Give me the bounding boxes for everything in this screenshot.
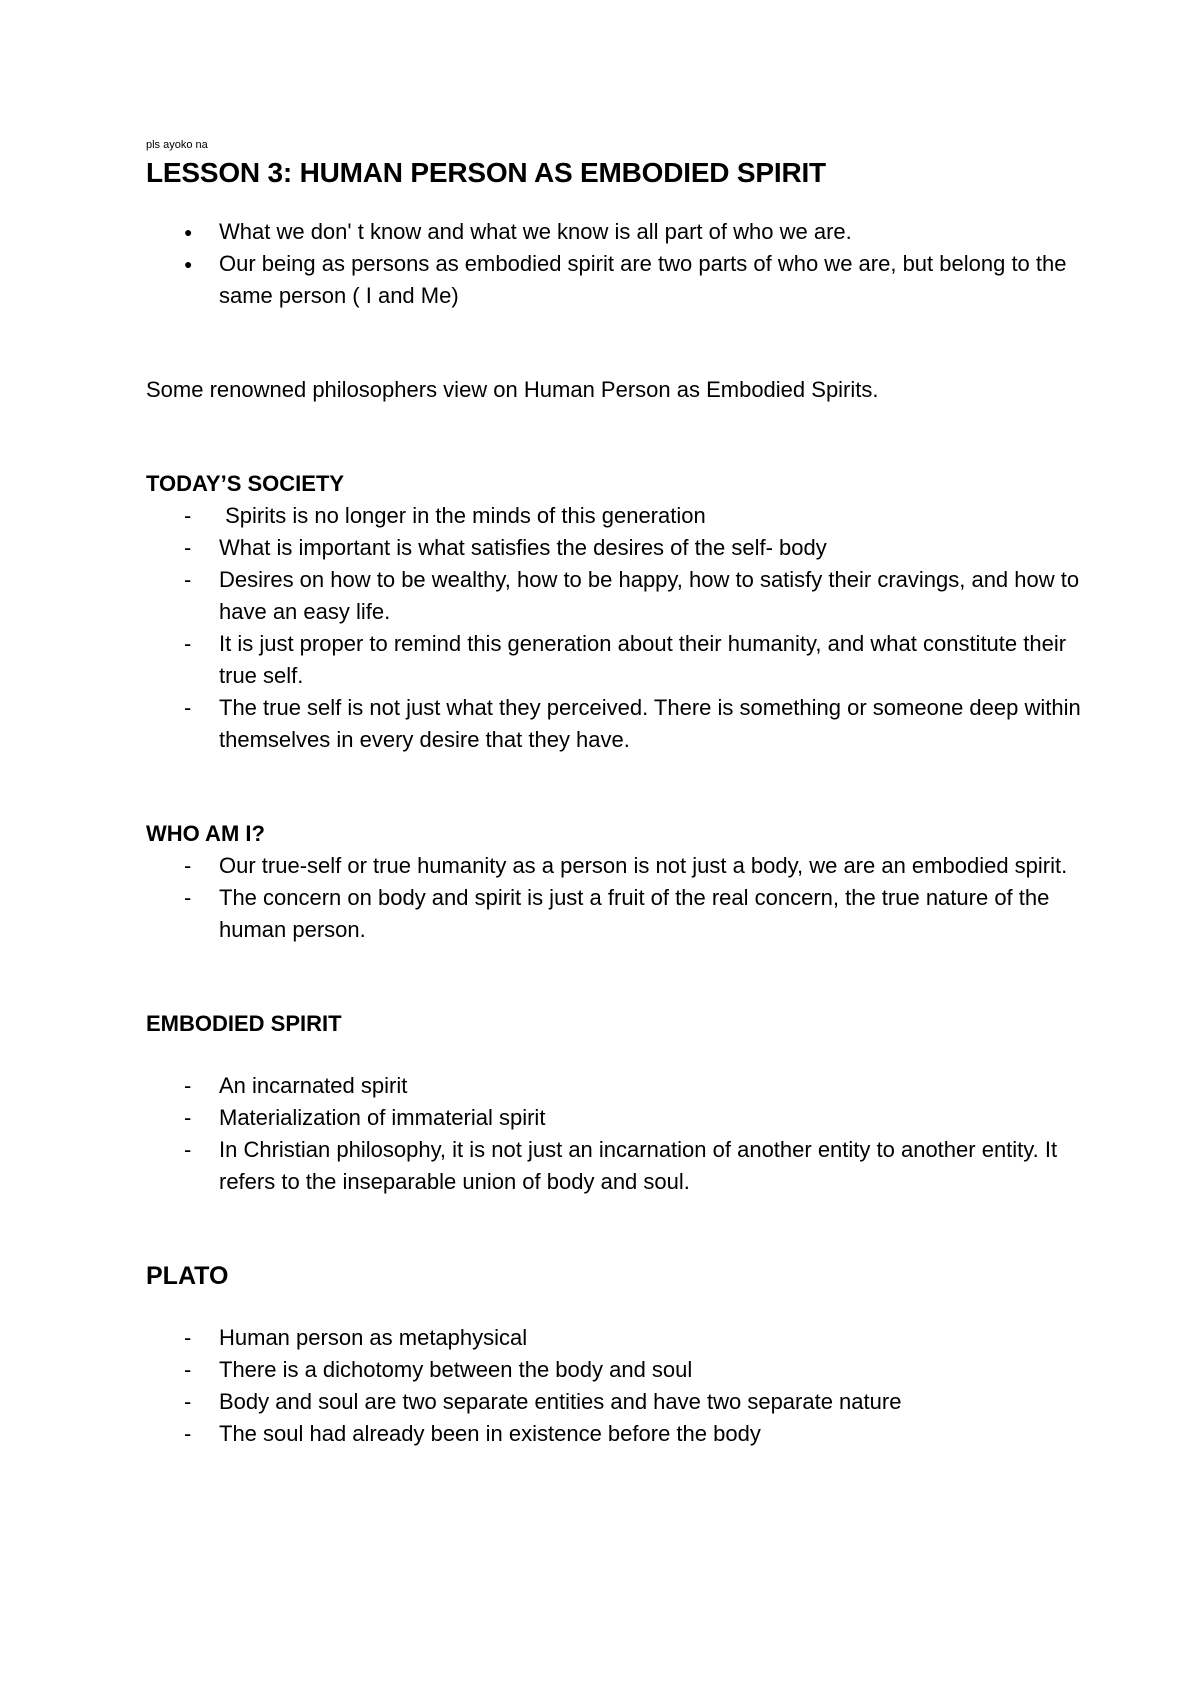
dash-list (146, 1322, 1086, 1450)
intro-bullet-list (146, 216, 1086, 312)
list-item: - Desires on how to be wealthy, how to be happy, how to satisfy their cravings, and how to have an easy life. (184, 567, 1080, 624)
list-item: - Materialization of immaterial spirit (184, 1105, 546, 1130)
section-todays-society (146, 468, 1086, 756)
list-item: - Body and soul are two separate entities and have two separate nature (184, 1389, 902, 1414)
intro-paragraph: Some renowned philosophers view on Human Person as Embodied Spirits. (146, 377, 879, 402)
section-heading: PLATO (146, 1262, 229, 1290)
list-item: - The concern on body and spirit is just a fruit of the real concern, the true nature of the human person. (184, 885, 1050, 942)
list-item: - An incarnated spirit (184, 1073, 408, 1098)
section-heading: EMBODIED SPIRIT (146, 1011, 342, 1036)
list-item: - Our true-self or true humanity as a person is not just a body, we are an embodied spirit. (184, 853, 1068, 878)
bullet-item: ● What we don' t know and what we know is all part of who we are. (146, 216, 1086, 248)
list-item: - There is a dichotomy between the body and soul (184, 1357, 693, 1382)
bullet-icon: ● (184, 256, 193, 272)
list-item: - The true self is not just what they perceived. There is something or someone deep within themselves in every desire that they have. (184, 695, 1081, 752)
handwritten-note: pls ayoko na (146, 139, 208, 151)
dash-list (146, 500, 1086, 756)
list-item: - Spirits is no longer in the minds of this generation (184, 503, 706, 528)
list-item: - What is important is what satisfies the desires of the self- body (184, 535, 827, 560)
section-embodied-spirit (146, 1008, 1086, 1198)
list-item: - The soul had already been in existence before the body (184, 1421, 761, 1446)
bullet-item: ● Our being as persons as embodied spirit are two parts of who we are, but belong to the same person ( I and Me) (146, 248, 1086, 312)
section-plato (146, 1260, 1086, 1450)
section-heading: WHO AM I? (146, 821, 265, 846)
list-item: - Human person as metaphysical (184, 1325, 528, 1350)
dash-list (146, 1070, 1086, 1198)
lesson-title: LESSON 3: HUMAN PERSON AS EMBODIED SPIRIT (146, 157, 826, 188)
document-page (146, 138, 1086, 1450)
bullet-icon: ● (184, 224, 193, 240)
list-item: - In Christian philosophy, it is not just an incarnation of another entity to another entity. It refers to the inseparable union of body and soul. (184, 1137, 1058, 1194)
list-item: - It is just proper to remind this generation about their humanity, and what constitute their true self. (184, 631, 1067, 688)
section-who-am-i (146, 818, 1086, 946)
dash-list (146, 850, 1086, 946)
section-heading: TODAY’S SOCIETY (146, 471, 345, 496)
